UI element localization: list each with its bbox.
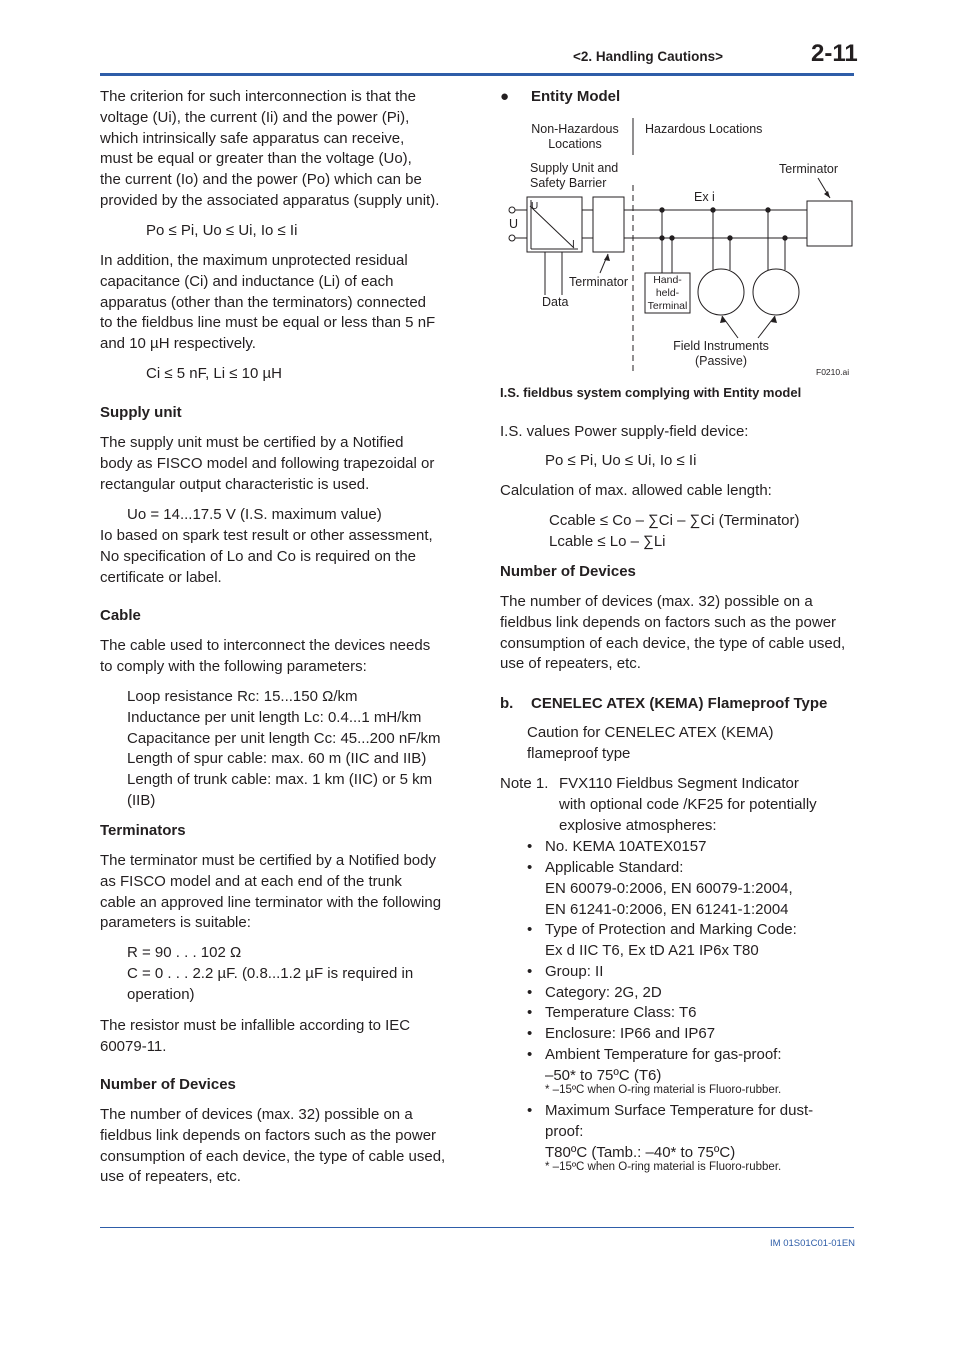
terminators-heading: Terminators: [100, 822, 186, 839]
formula-power: Po ≤ Pi, Uo ≤ Ui, Io ≤ Ii: [146, 222, 298, 239]
devices-heading-right: Number of Devices: [500, 563, 636, 580]
is-values-text: I.S. values Power supply-field device:: [500, 423, 749, 440]
formula-is-values: Po ≤ Pi, Uo ≤ Ui, Io ≤ Ii: [545, 452, 697, 469]
ex-i-label: Ex i: [694, 190, 715, 204]
cenelec-caution: Caution for CENELEC ATEX (KEMA) flameproof type: [527, 724, 774, 762]
handheld-terminal-label: Hand- held- Terminal: [647, 274, 688, 312]
devices-heading-left: Number of Devices: [100, 1076, 236, 1093]
footnote: * –15ºC when O-ring material is Fluoro-rubber.: [545, 1084, 782, 1096]
footnote: * –15ºC when O-ring material is Fluoro-rubber.: [545, 1161, 782, 1173]
u-inner-label: U: [531, 201, 539, 212]
devices-paragraph-right: The number of devices (max. 32) possible on a fieldbus link depends on factors such as the power consumption of each device, the type of cable used, use of repeaters, etc.: [500, 593, 846, 673]
cable-parameters: Loop resistance Rc: 15...150 Ω/km Inductance per unit length Lc: 0.4...1 mH/km Capacitance per unit length Cc: 45...200 nF/km Length of spur cable: max. 60 m (IIC and IIB) Length of trunk cable: max. 1 km (IIC) or 5 km (IIB): [127, 688, 441, 809]
cenelec-letter: b.: [500, 695, 514, 712]
note-label: Note 1.: [500, 775, 549, 792]
cable-heading: Cable: [100, 607, 141, 624]
supply-unit-heading: Supply unit: [100, 404, 182, 421]
devices-paragraph-left: The number of devices (max. 32) possible on a fieldbus link depends on factors such as the power consumption of each device, the type of cable used, use of repeaters, etc.: [100, 1106, 446, 1186]
note-text: FVX110 Fieldbus Segment Indicator with optional code /KF25 for potentially explosive atmospheres:: [559, 775, 817, 834]
entity-model-diagram: [500, 110, 860, 385]
terminator-bottom-label: Terminator: [569, 275, 629, 289]
supply-unit-label: Supply Unit and Safety Barrier: [530, 161, 619, 190]
supply-unit-note: Io based on spark test result or other assessment, No specification of Lo and Co is required on the certificate or label.: [100, 527, 433, 586]
formula-capacitance: Ci ≤ 5 nF, Li ≤ 10 µH: [146, 365, 282, 382]
hazardous-label: Hazardous Locations: [645, 122, 763, 136]
cenelec-heading: CENELEC ATEX (KEMA) Flameproof Type: [531, 695, 828, 712]
figure-id: F0210.ai: [816, 367, 850, 377]
header-rule: [100, 73, 854, 76]
field-instruments-label: Field Instruments (Passive): [673, 339, 769, 368]
calc-formulas: Ccable ≤ Co – ∑Ci – ∑Ci (Terminator) Lcable ≤ Lo – ∑Li: [549, 512, 800, 550]
i-inner-label: I: [572, 239, 575, 250]
supply-unit-value: Uo = 14...17.5 V (I.S. maximum value): [127, 506, 382, 523]
u-input-label: U: [509, 217, 519, 231]
footer-doc-id: IM 01S01C01-01EN: [770, 1238, 856, 1249]
entity-bullet: ●: [500, 88, 510, 105]
calc-text: Calculation of max. allowed cable length:: [500, 482, 772, 499]
cable-paragraph: The cable used to interconnect the devices needs to comply with the following parameters:: [100, 637, 431, 675]
diagram-caption: I.S. fieldbus system complying with Entity model: [500, 385, 802, 400]
page-number: 2-11: [811, 40, 858, 67]
footer-rule: [100, 1227, 854, 1228]
supply-unit-paragraph: The supply unit must be certified by a Notified body as FISCO model and following trapezoidal or rectangular output characteristic is used.: [100, 434, 435, 493]
entity-model-heading: Entity Model: [531, 88, 621, 105]
terminator-top-label: Terminator: [779, 162, 839, 176]
terminator-values: R = 90 . . . 102 Ω C = 0 . . . 2.2 µF. (0.8...1.2 µF is required in operation): [127, 944, 414, 1003]
non-hazardous-label: Non-Hazardous Locations: [531, 122, 619, 151]
header-section: <2. Handling Cautions>: [573, 49, 724, 64]
terminators-paragraph: The terminator must be certified by a Notified body as FISCO model and at each end of the trunk cable an approved line terminator with the following parameters is suitable:: [100, 852, 442, 932]
capacitance-paragraph: In addition, the maximum unprotected residual capacitance (Ci) and inductance (Li) of each apparatus (other than the terminators) connected to the fieldbus line must be equal or less than 5 nF and 10 µH respectively.: [100, 252, 436, 353]
intro-paragraph: The criterion for such interconnection is that the voltage (Ui), the current (Ii) and the power (Pi), which intrinsically safe apparatus can receive, must be equal or greater than the voltage (Uo), the current (Io) and the power (Po) which can be provided by the associated apparatus (supply unit).: [100, 88, 440, 209]
resistor-paragraph: The resistor must be infallible according to IEC 60079-11.: [100, 1017, 411, 1055]
data-label: Data: [542, 295, 569, 309]
